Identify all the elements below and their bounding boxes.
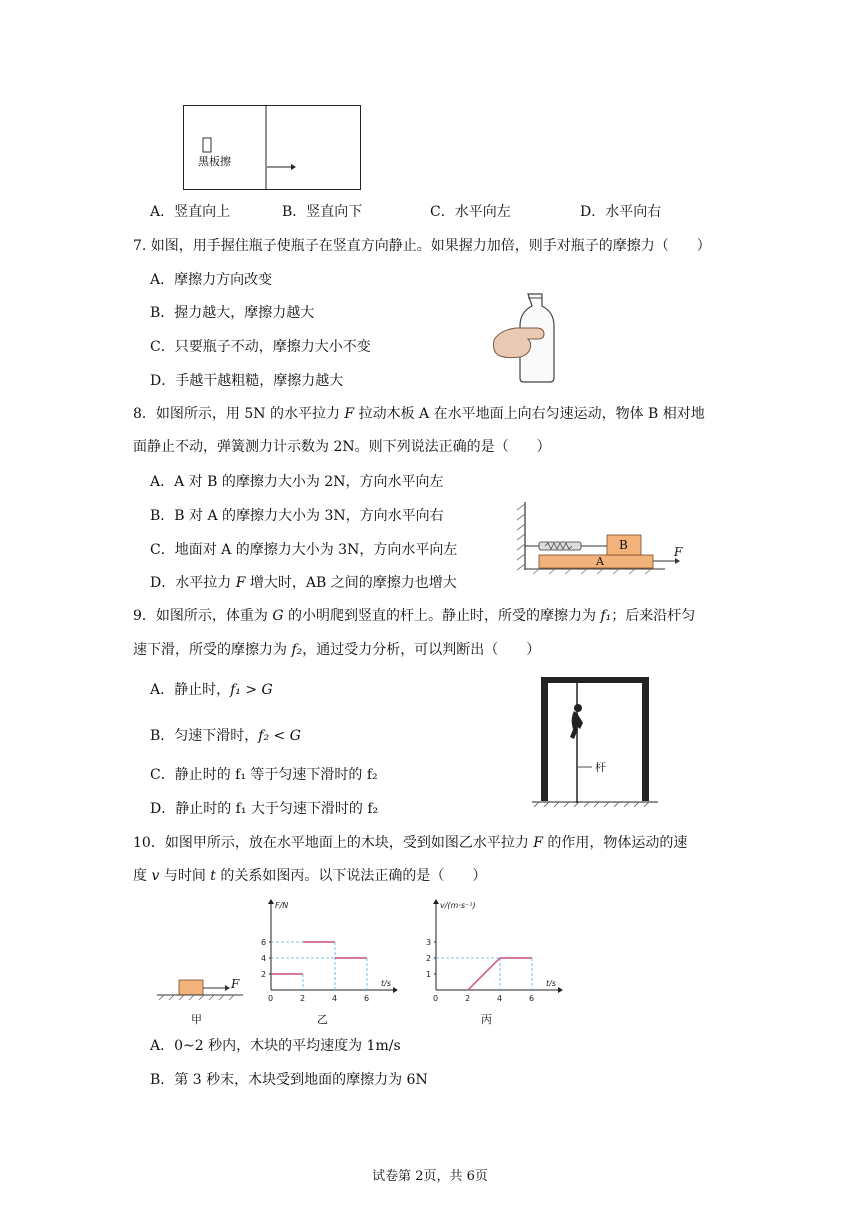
q8-fig-label-a: A	[596, 555, 604, 568]
q6-option-a: A．竖直向上	[150, 204, 231, 220]
q8-option-d-F: F	[235, 575, 246, 591]
y-tick-label: 4	[261, 954, 267, 963]
q9-option-a	[150, 680, 273, 700]
q9-option-d: D．静止时的 f₁ 大于匀速下滑时的 f₂	[150, 801, 379, 817]
x-tick-label: 2	[300, 994, 306, 1003]
y-axis-arrow	[268, 899, 274, 904]
q7-option-b: B．握力越大，摩擦力越大	[150, 305, 315, 321]
y-axis-label: F/N	[275, 901, 289, 910]
q8-stem-text-b: 拉动木板 A 在水平地面上向右匀速运动，物体 B 相对地	[354, 406, 705, 422]
q8-option-d-text-b: 增大时，AB 之间的摩擦力也增大	[245, 575, 457, 591]
y-tick-label: 2	[261, 970, 267, 979]
y-axis-label: v/(m·s⁻¹)	[440, 901, 476, 910]
q9-option-b-math: f₂ < G	[258, 728, 301, 744]
q10-stem2-t: t	[210, 868, 216, 884]
q9-stem-line2	[133, 640, 540, 660]
q9-stem2-b: ，通过受力分析，可以判断出（ ）	[302, 642, 541, 658]
q10-stem2-b: 与时间	[159, 868, 211, 884]
q8-option-d-text-a: D．水平拉力	[150, 575, 236, 591]
q8-stem-text-a: 8．如图所示，用 5N 的水平拉力	[133, 406, 345, 422]
y-tick-label: 3	[426, 938, 432, 947]
q10-stem-line2	[133, 866, 486, 886]
q9-stem-G: G	[272, 608, 284, 624]
q8-option-a: A．A 对 B 的摩擦力大小为 2N，方向水平向左	[150, 474, 444, 490]
x-axis-arrow	[558, 987, 563, 993]
eraser-icon	[203, 138, 211, 152]
q10-fig-yi-label: 乙	[317, 1013, 328, 1026]
q9-stem-a: 9．如图所示，体重为	[133, 608, 273, 624]
q7-option-c: C．只要瓶子不动，摩擦力大小不变	[150, 339, 371, 355]
q9-stem-line1	[133, 606, 695, 626]
x-tick-label: 0	[433, 994, 439, 1003]
x-tick-label: 4	[332, 994, 338, 1003]
q10-option-b: B．第 3 秒末，木块受到地面的摩擦力为 6N	[150, 1072, 428, 1088]
q10-fig-jia-label: 甲	[191, 1013, 202, 1026]
q10-stem2-v: v	[151, 868, 160, 884]
x-tick-label: 6	[364, 994, 370, 1003]
q8-stem-line2: 面静止不动，弹簧测力计示数为 2N。则下列说法正确的是（ ）	[133, 439, 551, 455]
y-axis-arrow	[433, 899, 439, 904]
q9-fig-label: 杆	[595, 761, 606, 774]
q9-option-b	[150, 726, 301, 746]
y-tick-label: 6	[261, 938, 267, 947]
q8-option-c: C．地面对 A 的摩擦力大小为 3N，方向水平向左	[150, 542, 458, 558]
q8-fig-label-f: F	[674, 545, 683, 559]
q10-option-a: A．0~2 秒内，木块的平均速度为 1m/s	[150, 1038, 401, 1054]
q10-stem-b: 的作用，物体运动的速	[542, 835, 688, 851]
q6-figure	[183, 105, 363, 191]
x-tick-label: 6	[529, 994, 535, 1003]
q9-stem2-f2: f₂	[291, 642, 303, 658]
q10-stem-a: 10．如图甲所示，放在水平地面上的木块，受到如图乙水平拉力	[133, 835, 534, 851]
q8-stem-line1	[133, 404, 705, 424]
q9-option-a-math: f₁ > G	[230, 682, 273, 698]
q9-stem-b: 的小明爬到竖直的杆上。静止时，所受的摩擦力为	[283, 608, 601, 624]
q8-figure	[515, 500, 695, 574]
y-tick-label: 1	[426, 970, 432, 979]
q10-fig-bing-label: 丙	[481, 1013, 492, 1026]
q9-option-c: C．静止时的 f₁ 等于匀速下滑时的 f₂	[150, 767, 378, 783]
q9-option-b-text: B．匀速下滑时，	[150, 728, 259, 744]
q8-option-b: B．B 对 A 的摩擦力大小为 3N，方向水平向右	[150, 508, 444, 524]
x-tick-label: 4	[497, 994, 503, 1003]
q6-option-b: B．竖直向下	[282, 204, 363, 220]
q6-option-d: D．水平向右	[580, 204, 662, 220]
q10-stem-F: F	[533, 835, 543, 851]
q8-fig-label-b: B	[619, 538, 628, 552]
q9-stem-f1: f₁	[600, 608, 612, 624]
x-tick-label: 2	[465, 994, 471, 1003]
y-tick-label: 2	[426, 954, 432, 963]
q8-stem-F: F	[344, 406, 355, 422]
q9-figure	[530, 675, 660, 807]
page-footer: 试卷第 2页，共 6页	[372, 1169, 488, 1184]
q7-bottle-figure	[490, 292, 570, 384]
q10-stem2-c: 的关系如图丙。以下说法正确的是（ ）	[215, 868, 487, 884]
x-axis-arrow	[393, 987, 398, 993]
q6-figure-label: 黑板擦	[198, 155, 231, 168]
q10-stem-line1	[133, 833, 687, 853]
q6-option-c: C．水平向左	[430, 204, 511, 220]
wood-block	[179, 980, 203, 995]
x-tick-label: 0	[268, 994, 274, 1003]
q10-stem2-a: 度	[133, 868, 152, 884]
q8-option-d	[150, 573, 457, 593]
q9-option-a-text: A．静止时，	[150, 682, 231, 698]
q10-chart-bing	[420, 898, 580, 1010]
q10-fig-jia-F: F	[231, 977, 240, 991]
q7-option-d: D．手越干越粗糙，摩擦力越大	[150, 373, 344, 389]
q7-option-a: A．摩擦力方向改变	[150, 272, 273, 288]
x-axis-label: t/s	[381, 979, 391, 988]
q9-stem-c: ；后来沿杆匀	[611, 608, 696, 624]
x-axis-label: t/s	[546, 979, 556, 988]
q10-chart-yi	[255, 898, 415, 1010]
q9-stem2-a: 速下滑，所受的摩擦力为	[133, 642, 292, 658]
q7-stem: 7. 如图，用手握住瓶子使瓶子在竖直方向静止。如果握力加倍，则手对瓶子的摩擦力（ ）	[133, 238, 711, 254]
